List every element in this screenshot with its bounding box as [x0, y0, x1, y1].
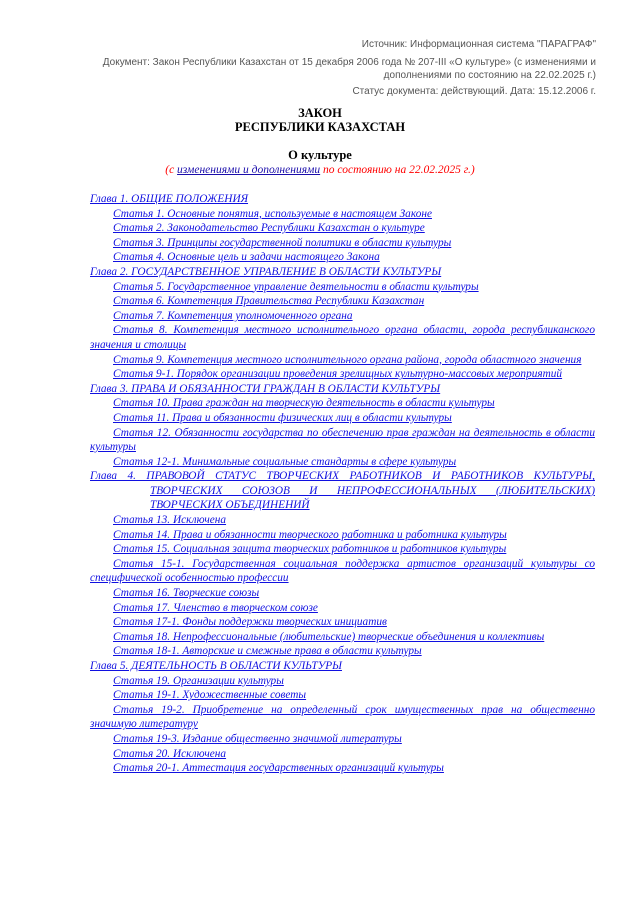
article-link[interactable]: Статья 10. Права граждан на творческую деятельность в области культуры	[113, 397, 495, 410]
toc-article-link	[90, 586, 595, 601]
toc-article-link	[90, 250, 595, 265]
law-title-line1: ЗАКОН	[298, 106, 342, 120]
toc-article-link	[90, 207, 595, 222]
chapter-link[interactable]: Глава 1. ОБЩИЕ ПОЛОЖЕНИЯ	[90, 193, 249, 205]
toc-article-link	[90, 396, 595, 411]
toc-article-link	[90, 221, 595, 236]
toc-article-link	[90, 280, 595, 295]
article-link[interactable]: Статья 19-1. Художественные советы	[113, 689, 307, 702]
toc-chapter-link	[90, 382, 595, 397]
toc-article-link	[90, 615, 595, 630]
article-link[interactable]: Статья 18. Непрофессиональные (любительские) творческие объединения и коллективы	[113, 630, 545, 643]
article-link[interactable]: Статья 15-1. Государственная социальная поддержка артистов организаций культуры со специфической особенностью профессии	[90, 557, 595, 585]
article-link[interactable]: Статья 8. Компетенция местного исполнительного органа области, города республиканского значения и столицы	[90, 324, 595, 351]
article-link[interactable]: Статья 3. Принципы государственной политики в области культуры	[113, 236, 452, 249]
article-link[interactable]: Статья 12-1. Минимальные социальные стандарты в сфере культуры	[113, 455, 457, 468]
chapter-link[interactable]: Глава 2. ГОСУДАРСТВЕННОЕ УПРАВЛЕНИЕ В ОБЛАСТИ КУЛЬТУРЫ	[90, 265, 442, 278]
article-link[interactable]: Статья 20-1. Аттестация государственных организаций культуры	[113, 762, 444, 775]
amendments-subtitle	[0, 163, 640, 177]
article-link[interactable]: Статья 6. Компетенция Правительства Республики Казахстан	[113, 295, 425, 308]
toc-article-link	[90, 557, 595, 586]
toc-chapter-link	[90, 469, 595, 513]
article-link[interactable]: Статья 5. Государственное управление деятельности в области культуры	[113, 280, 479, 293]
toc-article-link	[90, 367, 595, 382]
toc-article-link	[90, 411, 595, 426]
toc-article-link	[90, 747, 595, 762]
toc-article-link	[90, 542, 595, 557]
toc-article-link	[90, 703, 595, 732]
toc-chapter-link	[90, 192, 595, 207]
article-link[interactable]: Статья 15. Социальная защита творческих работников и работников культуры	[113, 543, 507, 556]
article-link[interactable]: Статья 19-3. Издание общественно значимой литературы	[113, 732, 402, 745]
article-link[interactable]: Статья 9-1. Порядок организации проведения зрелищных культурно-массовых мероприятий	[113, 368, 563, 381]
toc-article-link	[90, 644, 595, 659]
source-line: Источник: Информационная система "ПАРАГРАФ"	[361, 39, 596, 50]
law-title-line2: РЕСПУБЛИКИ КАЗАХСТАН	[234, 120, 406, 134]
status-line: Статус документа: действующий. Дата: 15.12.2006 г.	[352, 86, 596, 97]
chapter-link[interactable]: Глава 4. ПРАВОВОЙ СТАТУС ТВОРЧЕСКИХ РАБОТНИКОВ И РАБОТНИКОВ КУЛЬТУРЫ, ТВОРЧЕСКИХ СОЮЗОВ И НЕПРОФЕССИОНАЛЬНЫХ (ЛЮБИТЕЛЬСКИХ) ТВОРЧЕСКИХ ОБЪЕДИНЕНИЙ	[90, 470, 595, 512]
article-link[interactable]: Статья 18-1. Авторские и смежные права в области культуры	[113, 645, 422, 658]
toc-chapter-link	[90, 265, 595, 280]
toc-article-link	[90, 294, 595, 309]
toc-article-link	[90, 309, 595, 324]
amendments-link[interactable]: изменениями и дополнениями	[177, 164, 321, 176]
subtitle-suffix: по состоянию на 22.02.2025 г.)	[320, 164, 475, 176]
chapter-link[interactable]: Глава 5. ДЕЯТЕЛЬНОСТЬ В ОБЛАСТИ КУЛЬТУРЫ	[90, 660, 342, 672]
article-link[interactable]: Статья 9. Компетенция местного исполнительного органа района, города областного значения	[113, 353, 582, 366]
toc-article-link	[90, 674, 595, 689]
chapter-link[interactable]: Глава 3. ПРАВА И ОБЯЗАННОСТИ ГРАЖДАН В ОБЛАСТИ КУЛЬТУРЫ	[90, 382, 441, 395]
toc-article-link	[90, 761, 595, 776]
table-of-contents	[90, 192, 595, 776]
toc-article-link	[90, 528, 595, 543]
toc-article-link	[90, 513, 595, 528]
toc-article-link	[90, 732, 595, 747]
toc-article-link	[90, 426, 595, 455]
article-link[interactable]: Статья 13. Исключена	[113, 514, 227, 527]
toc-article-link	[90, 455, 595, 470]
article-link[interactable]: Статья 7. Компетенция уполномоченного органа	[113, 309, 353, 322]
article-link[interactable]: Статья 19-2. Приобретение на определенный срок имущественных прав на общественно значимую литературу	[90, 703, 595, 731]
article-link[interactable]: Статья 17. Членство в творческом союзе	[113, 601, 318, 614]
article-link[interactable]: Статья 4. Основные цель и задачи настоящего Закона	[113, 251, 380, 264]
toc-article-link	[90, 630, 595, 645]
article-link[interactable]: Статья 2. Законодательство Республики Казахстан о культуре	[113, 222, 425, 235]
article-link[interactable]: Статья 20. Исключена	[113, 747, 227, 760]
article-link[interactable]: Статья 17-1. Фонды поддержки творческих инициатив	[113, 616, 387, 629]
article-link[interactable]: Статья 1. Основные понятия, используемые в настоящем Законе	[113, 207, 432, 220]
article-link[interactable]: Статья 11. Права и обязанности физических лиц в области культуры	[113, 411, 452, 424]
article-link[interactable]: Статья 14. Права и обязанности творческого работника и работника культуры	[113, 528, 507, 541]
toc-chapter-link	[90, 659, 595, 674]
toc-article-link	[90, 601, 595, 616]
subtitle-prefix: (с	[165, 164, 178, 176]
article-link[interactable]: Статья 16. Творческие союзы	[113, 587, 260, 600]
law-name: О культуре	[288, 148, 352, 162]
article-link[interactable]: Статья 12. Обязанности государства по обеспечению прав граждан на деятельность в области культуры	[90, 426, 595, 454]
toc-article-link	[90, 353, 595, 368]
toc-article-link	[90, 236, 595, 251]
toc-article-link	[90, 323, 595, 352]
toc-article-link	[90, 688, 595, 703]
document-line: Документ: Закон Республики Казахстан от 15 декабря 2006 года № 207-III «О культуре» (с изменениями и дополнениями по состоянию на 22.02.2025 г.)	[102, 57, 596, 81]
article-link[interactable]: Статья 19. Организации культуры	[113, 674, 284, 687]
